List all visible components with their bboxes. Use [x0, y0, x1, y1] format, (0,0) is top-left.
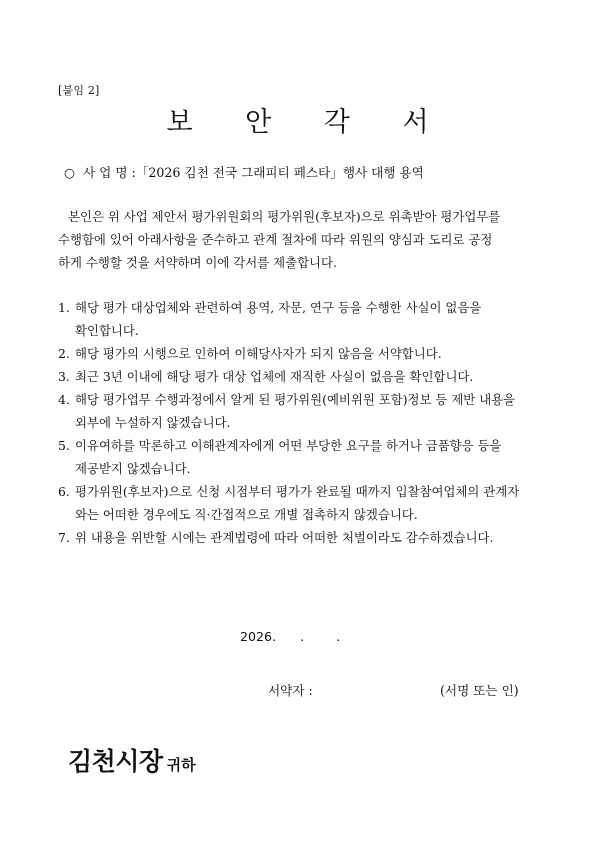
pledge-item	[58, 480, 542, 526]
item-text: 제공받지 않겠습니다.	[75, 461, 191, 476]
item-number: 5.	[58, 438, 70, 453]
pledge-item	[58, 388, 542, 434]
item-number: 7.	[58, 530, 70, 545]
attachment-label: [붙임 2]	[58, 84, 100, 97]
item-text: 외부에 누설하지 않겠습니다.	[75, 415, 231, 430]
pledge-items-list	[58, 296, 542, 549]
item-text: 확인합니다.	[75, 323, 139, 338]
item-number: 3.	[58, 369, 70, 384]
item-text: 최근 3년 이내에 해당 평가 대상 업체에 재직한 사실이 없음을 확인합니다.	[75, 369, 474, 384]
item-text: 평가위원(후보자)으로 신청 시점부터 평가가 완료될 때까지 입찰참여업체의 관계자	[75, 484, 520, 499]
intro-line: 본인은 위 사업 제안서 평가위원회의 평가위원(후보자)으로 위촉받아 평가업무를	[68, 209, 501, 224]
signer-label: 서약자 :	[268, 683, 313, 698]
project-label: 사 업 명 :	[83, 165, 136, 180]
project-value: 「2026 김천 전국 그래피티 페스타」행사 대행 용역	[135, 165, 424, 180]
pledge-item	[58, 296, 542, 342]
item-text: 해당 평가 대상업체와 관련하여 용역, 자문, 연구 등을 수행한 사실이 없음을	[75, 300, 482, 315]
item-number: 4.	[58, 392, 70, 407]
addressee	[68, 742, 196, 778]
item-text: 와는 어떠한 경우에도 직·간접적으로 개별 접촉하지 않겠습니다.	[75, 507, 418, 522]
item-text: 이유여하를 막론하고 이해관계자에게 어떤 부당한 요구를 하거나 금품향응 등을	[75, 438, 502, 453]
date-line: 2026. . .	[240, 629, 341, 644]
document-title: 보 안 각 서	[166, 107, 451, 138]
pledge-item	[58, 365, 542, 388]
item-number: 2.	[58, 346, 70, 361]
intro-line: 수행함에 있어 아래사항을 준수하고 관계 절차에 따라 위원의 양심과 도리로 공정	[58, 232, 493, 247]
signature-note: (서명 또는 인)	[440, 683, 519, 698]
item-number: 1.	[58, 300, 70, 315]
intro-paragraph	[58, 205, 540, 274]
intro-line: 하게 수행할 것을 서약하며 이에 각서를 제출합니다.	[58, 255, 337, 270]
addressee-suffix: 귀하	[166, 756, 196, 774]
project-name-line	[64, 162, 424, 181]
pledge-item	[58, 526, 542, 549]
item-text: 위 내용을 위반할 시에는 관계법령에 따라 어떠한 처벌이라도 감수하겠습니다.	[75, 530, 494, 545]
item-text: 해당 평가업무 수행과정에서 알게 된 평가위원(예비위원 포함)정보 등 제반 내용을	[75, 392, 516, 407]
item-number: 6.	[58, 484, 70, 499]
circle-bullet-icon: ○	[64, 165, 75, 180]
pledge-item	[58, 342, 542, 365]
addressee-name: 김천시장	[68, 747, 163, 776]
pledge-item	[58, 434, 542, 480]
item-text: 해당 평가의 시행으로 인하여 이해당사자가 되지 않음을 서약합니다.	[75, 346, 442, 361]
